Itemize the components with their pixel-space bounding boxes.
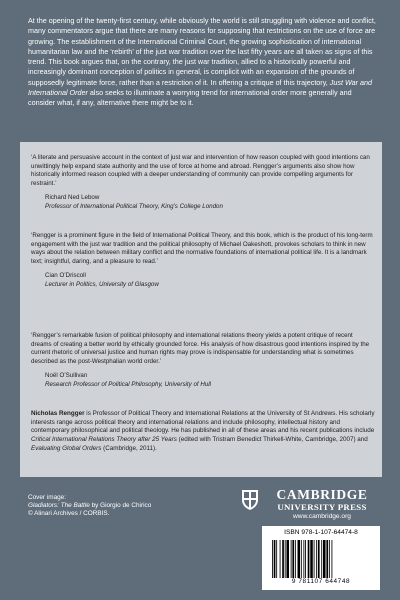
barcode-bar <box>326 540 328 578</box>
barcode-bar <box>329 540 330 578</box>
barcode-bar <box>282 540 284 578</box>
endorsement-quote <box>31 332 375 390</box>
barcode-bar <box>276 540 277 578</box>
credit-artist: by Giorgio de Chirico <box>89 502 152 510</box>
blurb-text <box>28 16 376 109</box>
barcode-bar <box>321 540 322 578</box>
credit-copyright: © Alinari Archives / CORBIS. <box>28 510 110 518</box>
barcode-image <box>271 540 371 578</box>
quote-text: ‘Rengger’s remarkable fusion of political philosophy and international relations theory yields a potent critique of recent dreams of creating a better world by ethically grounded force. His analysis of how disastrous good intentions inspired by the current rhetoric of universal justice and human rights may prove is indispensable for understanding what is sometimes described as the post-Westphalian world order.’ <box>31 332 370 365</box>
publisher-logo <box>264 488 380 521</box>
author-bio-text: (edited with Tristram Benedict Thirkell-White, Cambridge, 2007) and <box>176 436 368 444</box>
blurb-part-2: also seeks to illuminate a worrying trend for international order more generally and consider what, if any, alternative there might be to it. <box>28 88 352 108</box>
barcode-bar <box>292 540 294 578</box>
quote-attribution <box>45 372 375 389</box>
quote-author-name: Richard Ned Lebow <box>45 194 100 202</box>
barcode-box <box>262 526 380 590</box>
barcode-bar <box>323 540 326 578</box>
author-bio <box>31 410 375 454</box>
quote-author-affiliation: Professor of International Political Theory, King’s College London <box>45 202 223 210</box>
barcode-digits: 9 781107 644748 <box>291 578 351 585</box>
barcode-bar <box>285 540 286 578</box>
blurb-part-1: At the opening of the twenty-first century, while obviously the world is still struggling with violence and conflict, many commentators argue that there are many reasons for supposing that restrictions on the use of force are growing. The establishment of the International Criminal Court, the growing sophistication of international humanitarian law and the ‘rebirth’ of the just war tradition over the last fifty years are all taken as signs of this trend. This book argues that, on the contrary, the just war tradition, allied to a historically powerful and increasingly dominant conception of politics in general, is complicit with an expansion of the grounds of supposedly legitimate force, rather than a restriction of it. In offering a critique of this trajectory, <box>28 16 376 87</box>
barcode-bar <box>301 540 302 578</box>
isbn-label: ISBN 978-1-107-64474-8 <box>284 529 358 536</box>
publisher-url: www.cambridge.org <box>293 513 351 520</box>
barcode-bar <box>303 540 304 578</box>
quote-attribution <box>45 272 375 289</box>
quote-text: ‘A literate and persuasive account in the context of just war and intervention of how reason coupled with good intentions can unwittingly help expand state authority and the use of force at home and abroad. Rengger’s arguments also show how historically informed reason coupled with a deeper understanding of community can provide compelling arguments for restraint.’ <box>31 154 370 187</box>
endorsements-panel <box>20 142 382 477</box>
barcode-bar <box>318 540 320 578</box>
quote-text: ‘Rengger is a prominent figure in the field of International Political Theory, and this book, which is the product of his long-term engagement with the just war tradition and the political philosophy of Michael Oakeshott, provokes scholars to think in new ways about the relation between military conflict and the normative foundations of international political life. It is a landmark text; insightful, daring, and a pleasure to read.’ <box>31 232 373 265</box>
author-bio-text: (Cambridge, 2011). <box>101 444 157 452</box>
quote-author-affiliation: Lecturer in Politics, University of Glasgow <box>45 280 159 288</box>
quote-author-name: Noël O’Sullivan <box>45 372 88 380</box>
barcode-bar <box>314 540 315 578</box>
barcode-bar <box>295 540 296 578</box>
barcode-bar <box>286 540 289 578</box>
credit-label: Cover image: <box>28 494 67 501</box>
endorsement-quote <box>31 232 375 290</box>
barcode-bar <box>332 540 333 578</box>
publisher-subname: UNIVERSITY PRESS <box>277 502 367 512</box>
author-book-title: Evaluating Global Orders <box>31 444 102 452</box>
barcode-bar <box>298 540 301 578</box>
credit-painting-title: Gladiators: The Battle <box>28 502 90 510</box>
barcode-bar <box>308 540 310 578</box>
publisher-name: CAMBRIDGE <box>276 487 368 502</box>
author-book-title: Critical International Relations Theory after 25 Years <box>31 436 177 444</box>
cover-image-credit <box>28 494 151 519</box>
quote-author-name: Cian O’Driscoll <box>45 272 86 280</box>
quote-attribution <box>45 194 375 211</box>
blurb-book-title: Just War and International Order <box>28 77 372 98</box>
barcode-bar <box>272 540 273 578</box>
barcode-bar <box>305 540 306 578</box>
quote-author-affiliation: Research Professor of Political Philosophy, University of Hull <box>45 380 211 388</box>
author-name: Nicholas Rengger <box>31 410 85 417</box>
barcode-bar <box>280 540 281 578</box>
university-crest-icon <box>241 489 259 511</box>
barcode-bar <box>310 540 313 578</box>
endorsement-quote <box>31 154 375 212</box>
author-bio-text: is Professor of Political Theory and International Relations at the University of St Andrews. His scholarly interests range across political theory and international relations and include philosophy, intellectual history and contemporary philosophical and political theology. He has published in all of these areas and his recent publications include <box>31 410 375 435</box>
barcode-bar <box>291 540 292 578</box>
barcode-bar <box>316 540 317 578</box>
barcode-bar <box>274 540 276 578</box>
